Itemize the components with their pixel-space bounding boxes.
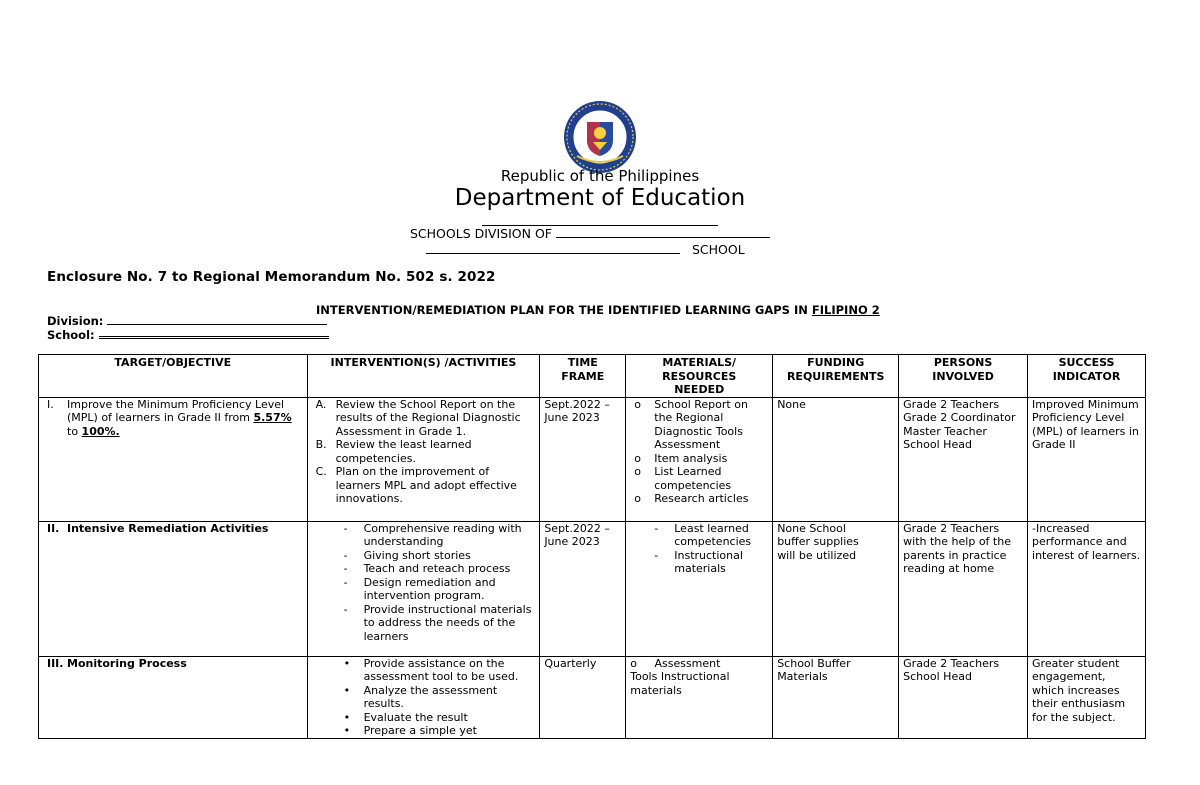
header-time-frame: TIME FRAME (540, 355, 626, 398)
plan-title-prefix: INTERVENTION/REMEDIATION PLAN FOR THE IDENTIFIED LEARNING GAPS IN (316, 303, 812, 317)
persons-cell: Grade 2 Teachers School Head (899, 656, 1028, 738)
school-name-blank (426, 243, 680, 254)
time-cell: Sept.2022 – June 2023 (540, 397, 626, 521)
list-item: - Design remediation and intervention program. (343, 575, 496, 602)
activities-cell (307, 521, 540, 656)
list-item: o Item analysis (634, 451, 728, 465)
deped-seal (563, 100, 637, 174)
list-item: o Research articles (634, 492, 749, 505)
header-interventions: INTERVENTION(S) /ACTIVITIES (307, 355, 540, 398)
list-item: B. Review the least learned competencies. (315, 438, 472, 465)
list-item: • Evaluate the result (343, 710, 468, 724)
materials-cell (626, 521, 773, 656)
header-persons: PERSONS INVOLVED (899, 355, 1028, 398)
funding-cell: None (773, 397, 899, 521)
header-materials: MATERIALS/ RESOURCES NEEDED (626, 355, 773, 398)
target-text: Intensive Remediation Activities (67, 521, 269, 535)
division-label: Division: (47, 314, 104, 328)
plan-title-subject: FILIPINO 2 (811, 303, 880, 317)
time-cell: Quarterly (540, 656, 626, 738)
target-from: 5.57% (253, 411, 292, 424)
target-text: Improve the Minimum Proficiency Level (MPL) of learners in Grade II from (67, 397, 285, 424)
table-row (39, 521, 1146, 656)
list-item: - Instructional materials (654, 548, 743, 575)
list-item: - Comprehensive reading with understanding (343, 521, 522, 548)
enclosure-title: Enclosure No. 7 to Regional Memorandum No. 502 s. 2022 (47, 269, 496, 285)
school-blank (99, 328, 329, 339)
list-item: - Least learned competencies (654, 521, 752, 548)
activities-cell (307, 656, 540, 738)
list-item: C. Plan on the improvement of learners MPL and adopt effective innovations. (315, 465, 517, 505)
materials-cell: o Assessment Tools Instructional materials (626, 656, 773, 738)
school-field (47, 328, 329, 342)
list-item: o School Report on the Regional Diagnostic Tools Assessment (634, 397, 748, 451)
list-item: A. Review the School Report on the results of the Regional Diagnostic Assessment in Grade 1. (315, 397, 521, 438)
persons-cell: Grade 2 Teachers with the help of the parents in practice reading at home (899, 521, 1028, 656)
target-to: 100%. (81, 424, 120, 438)
header-success: SUCCESS INDICATOR (1028, 355, 1146, 398)
target-cell: III. Monitoring Process (39, 656, 308, 738)
table-row (39, 656, 1146, 738)
table-header-row (39, 355, 1146, 398)
school-label: SCHOOL (691, 242, 745, 257)
list-item: - Giving short stories (343, 548, 471, 562)
list-item: • Analyze the assessment results. (343, 683, 498, 710)
table-row (39, 397, 1146, 521)
school-field-label: School: (47, 328, 95, 342)
list-item: • Prepare a simple yet (343, 724, 477, 737)
division-field (47, 314, 327, 328)
list-item: - Provide instructional materials to address the needs of the learners (343, 602, 532, 643)
success-cell: Greater student engagement, which increases their enthusiasm for the subject. (1028, 656, 1146, 738)
list-item: o List Learned competencies (634, 465, 732, 492)
header-funding: FUNDING REQUIREMENTS (773, 355, 899, 398)
time-cell: Sept.2022 – June 2023 (540, 521, 626, 656)
success-cell: Improved Minimum Proficiency Level (MPL) of learners in Grade II (1028, 397, 1146, 521)
funding-cell: None School buffer supplies will be utilized (773, 521, 899, 656)
country-name: Republic of the Philippines (500, 167, 700, 185)
intervention-plan-table (38, 354, 1146, 739)
school-name-line (426, 242, 745, 257)
target-cell: I. Improve the Minimum Proficiency Level (MPL) of learners in Grade II from 5.57% to 100%. (39, 397, 308, 521)
schools-division-label: SCHOOLS DIVISION OF (410, 226, 552, 241)
schools-division-line (410, 226, 770, 241)
persons-cell: Grade 2 Teachers Grade 2 Coordinator Master Teacher School Head (899, 397, 1028, 521)
materials-cell (626, 397, 773, 521)
funding-cell: School Buffer Materials (773, 656, 899, 738)
list-item: • Provide assistance on the assessment tool to be used. (343, 656, 519, 683)
activities-cell (307, 397, 540, 521)
target-cell: II. Intensive Remediation Activities (39, 521, 308, 656)
target-text: Monitoring Process (67, 656, 187, 670)
schools-division-blank (556, 227, 770, 238)
header-target: TARGET/OBJECTIVE (39, 355, 308, 398)
success-cell: -Increased performance and interest of learners. (1028, 521, 1146, 656)
division-blank (107, 314, 327, 325)
department-name: Department of Education (454, 185, 746, 211)
list-item: - Teach and reteach process (343, 562, 511, 575)
plan-title (316, 303, 880, 317)
